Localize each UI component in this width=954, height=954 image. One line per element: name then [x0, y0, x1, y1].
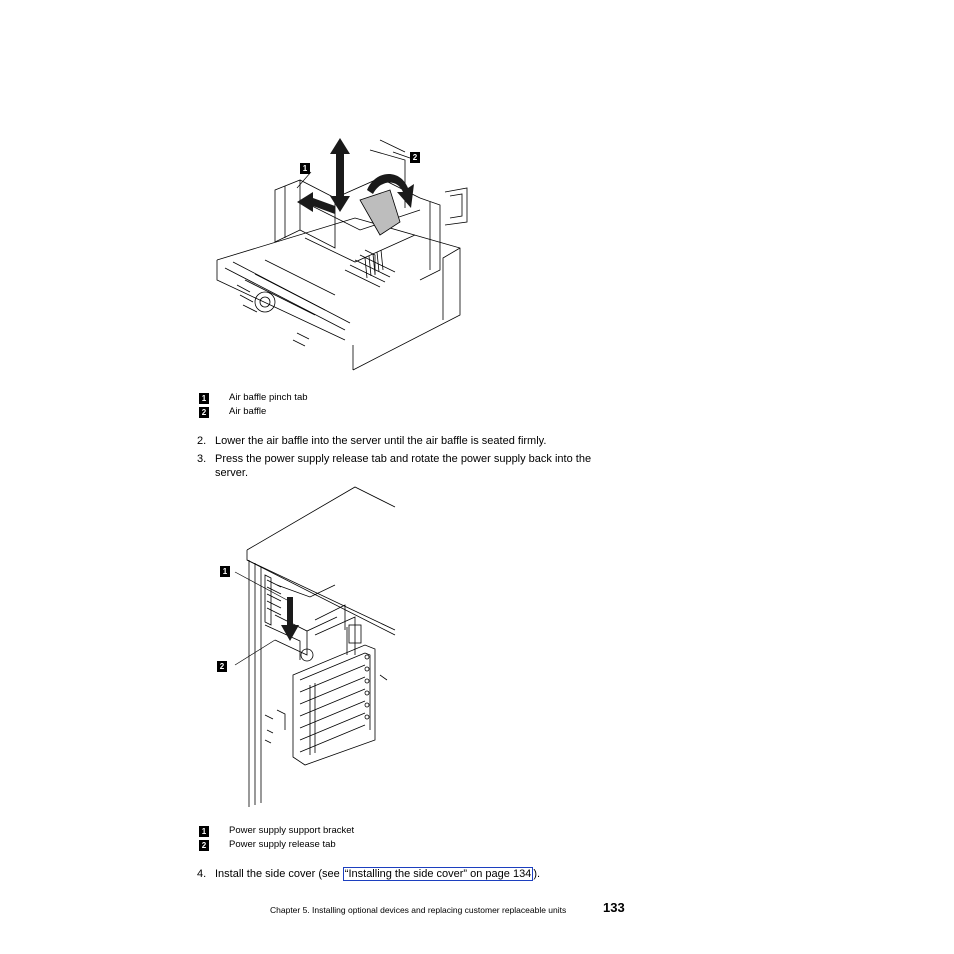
air-baffle-illustration — [205, 130, 475, 380]
step-4-text-after: ). — [533, 868, 541, 880]
step-4 — [197, 867, 627, 883]
legend1-key-1: 1 — [199, 393, 209, 404]
power-supply-drawing — [215, 485, 405, 815]
step-4-text — [215, 867, 625, 881]
step-2-text: Lower the air baffle into the server until the air baffle is seated firmly. — [215, 435, 547, 447]
step-3-number: 3. — [197, 453, 207, 465]
power-supply-illustration — [215, 485, 405, 815]
legend2-label-2: Power supply release tab — [229, 839, 336, 850]
legend2-key-1: 1 — [199, 826, 209, 837]
step-4-number: 4. — [197, 868, 207, 880]
figure1-callout-2: 2 — [410, 152, 420, 163]
step-2-number: 2. — [197, 435, 207, 447]
installing-side-cover-link[interactable]: “Installing the side cover” on page 134 — [344, 868, 532, 880]
figure1-callout-1: 1 — [300, 163, 310, 174]
page-number: 133 — [603, 900, 625, 915]
legend1-label-1: Air baffle pinch tab — [229, 392, 308, 403]
step-3 — [197, 452, 627, 480]
step-4-text-before: Install the side cover (see — [215, 868, 343, 880]
figure2-callout-1: 1 — [220, 566, 230, 577]
air-baffle-drawing — [205, 130, 475, 380]
figure2-callout-2: 2 — [217, 661, 227, 672]
legend1-label-2: Air baffle — [229, 406, 267, 417]
legend2-label-1: Power supply support bracket — [229, 825, 355, 836]
footer-chapter-title: Chapter 5. Installing optional devices and replacing customer replaceable units — [270, 905, 567, 915]
legend2-key-2: 2 — [199, 840, 209, 851]
step-2 — [197, 434, 627, 448]
legend1-key-2: 2 — [199, 407, 209, 418]
step-3-text: Press the power supply release tab and rotate the power supply back into the server. — [215, 453, 592, 479]
